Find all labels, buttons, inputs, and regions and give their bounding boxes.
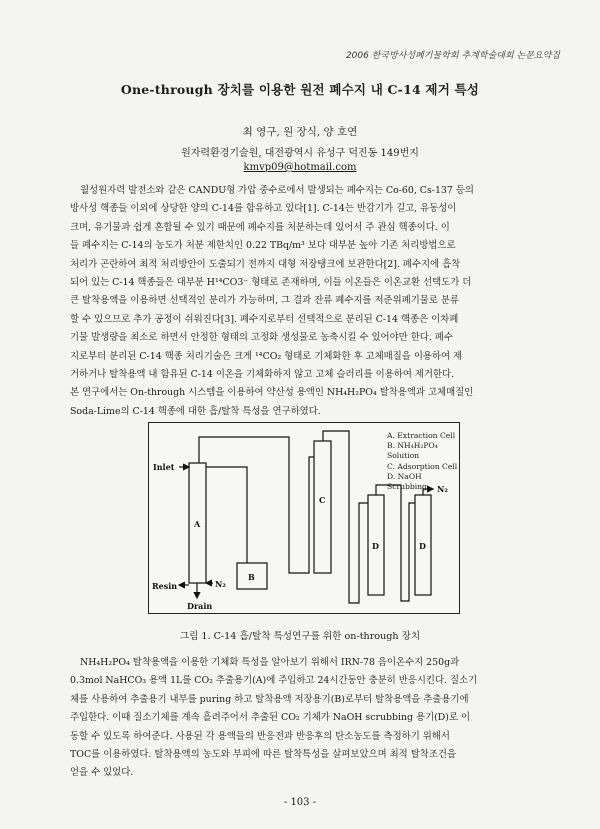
cell-b-label: B	[248, 572, 255, 582]
body-line: 거하거나 탈착용액 내 함유된 C-14 이온을 기체화하지 않고 고체 슬러리를 이용하여 제거한다.	[70, 369, 455, 381]
body-paragraph-1	[70, 182, 544, 421]
body-line: Soda-Lime의 C-14 핵종에 대한 흡/탈착 특성을 연구하였다.	[70, 405, 321, 417]
pipe-a-to-b	[206, 467, 247, 563]
n2-inlet-label: N₂	[215, 579, 226, 589]
body-line: 방사성 핵종들 이외에 상당한 양의 C-14를 함유하고 있다[1]. C-14는 반감기가 길고, 유동성이	[70, 203, 457, 215]
author-list: 최 영구, 원 장식, 양 호연	[242, 126, 358, 138]
paper-title: One-through 장치를 이용한 원전 폐수지 내 C-14 제거 특성	[120, 82, 480, 97]
cell-d1-label: D	[372, 541, 379, 551]
apparatus-diagram	[148, 422, 460, 614]
cell-c-column	[314, 441, 331, 573]
body-line: 월성원자력 발전소와 같은 CANDU형 가압 중수로에서 발생되는 폐수지는 Co-60, Cs-137 등의	[80, 185, 474, 196]
body-line: 지로부터 분리된 C-14 핵종 처리기술은 크게 ¹⁴CO₂ 형태로 기체화한 후 고체매질을 이용하여 제	[70, 350, 463, 362]
body-line: 체를 사용하여 추출용기 내부를 puring 하고 탈착용액 저장용기(B)로부터 탈착용액을 추출용기에	[70, 693, 469, 705]
body-line: 되어 있는 C-14 핵종들은 대부분 H¹⁴CO3⁻ 형태로 존재하며, 이들 이온들은 이온교환 선택도가 더	[70, 277, 472, 289]
cell-a-label: A	[194, 519, 201, 529]
legend-item: C. Adsorption Cell	[387, 461, 458, 471]
affiliation: 원자력환경기술원, 대전광역시 유성구 덕진동 149번지	[181, 148, 419, 159]
pipe-a-to-c	[199, 437, 314, 573]
body-line: 기물 발생량을 최소로 하면서 안정한 형태의 고정화 생성물로 농축시킬 수 있어야만 한다. 폐수	[70, 332, 453, 344]
resin-label: Resin	[152, 581, 178, 591]
legend-item: B. NH₄H₂PO₄ Solution	[387, 441, 438, 461]
diagram-legend	[387, 431, 459, 492]
body-line: 처리가 곤란하여 최적 처리방안이 도출되기 전까지 대형 저장탱크에 보관한다[2]. 폐수지에 흡착	[70, 258, 461, 270]
body-line: 할 수 있으므로 추가 공정이 쉬워진다[3]. 폐수지로부터 선택적으로 분리된 C-14 핵종은 이차폐	[70, 313, 459, 325]
cell-c-label: C	[319, 495, 326, 505]
inlet-label: Inlet	[153, 462, 175, 472]
legend-item: D. NaOH Scrubbing	[387, 471, 427, 492]
body-line: 0.3mol NaHCO₃ 용액 1L를 CO₂ 추출용기(A)에 주입하고 24시간동안 충분히 반응시킨다. 질소기	[70, 675, 478, 687]
body-line: 주입한다. 이때 질소기체를 계속 흘려주어서 추출된 CO₂ 기체가 NaOH scrubbing 용기(D)로 이	[70, 712, 471, 724]
body-paragraph-2	[70, 654, 544, 783]
body-line: NH₄H₂PO₄ 탈착용액을 이용한 기체화 특성을 알아보기 위해서 IRN-78 음이온수지 250g과	[80, 657, 460, 668]
body-line: 본 연구에서는 On-through 시스템을 이용하여 약산성 용액인 NH₄H₂PO₄ 탈착용액과 고체매질인	[70, 387, 474, 399]
cell-d2-label: D	[419, 541, 426, 551]
figure-caption: 그림 1. C-14 흡/탈착 특성연구를 위한 on-through 장치	[179, 631, 421, 642]
body-line: 들 폐수지는 C-14의 농도가 처분 제한치인 0.22 TBq/m³ 보다 대부분 높아 기존 처리방법으로	[70, 240, 456, 252]
body-line: 큰 탈착용액을 이용하면 선택적인 분리가 가능하며, 그 결과 잔류 폐수지를 저준위폐기물로 분류	[70, 295, 459, 307]
drain-label: Drain	[187, 601, 213, 611]
body-line: 얻을 수 있었다.	[70, 767, 134, 779]
n2-outlet-label: N₂	[437, 484, 448, 494]
body-line: 동할 수 있도록 하여준다. 사용된 각 용액들의 반응전과 반응후의 탄소농도를 측정하기 위해서	[70, 730, 450, 742]
body-line: TOC를 이용하였다. 탈착용액의 농도와 부피에 따른 탈착특성을 살펴보았으며 최적 탈착조건을	[70, 749, 456, 761]
running-header: 2006 한국방사성폐기물학회 추계학술대회 논문요약집	[345, 51, 560, 61]
page-number: - 103 -	[283, 797, 317, 808]
author-email: kmvp09@hotmail.com	[243, 162, 357, 173]
legend-item: A. Extraction Cell	[387, 431, 456, 440]
body-line: 크며, 유기물과 쉽게 혼합될 수 있기 때문에 폐수지를 처분하는데 있어서 주 관심 핵종이다. 이	[70, 221, 450, 233]
